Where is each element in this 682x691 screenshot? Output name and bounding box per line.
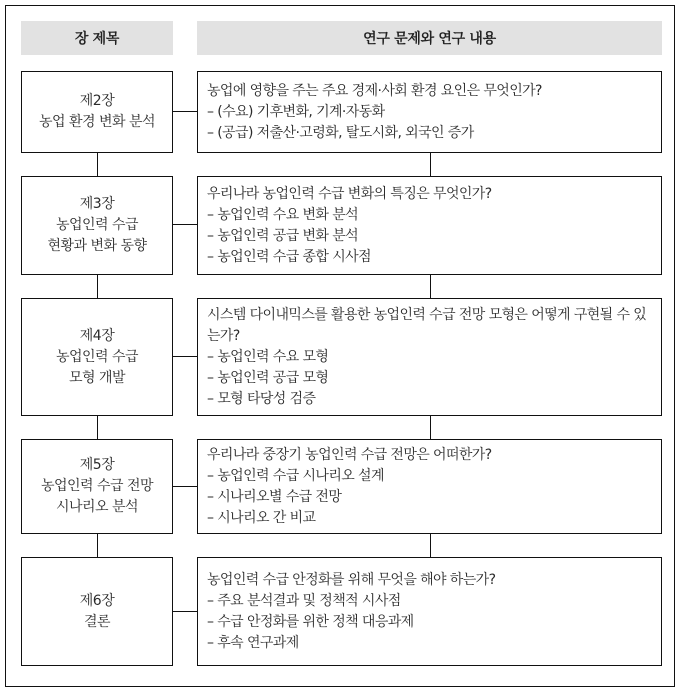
content-item: – 농업인력 공급 변화 분석 <box>207 227 359 244</box>
chapter-title-line: 결론 <box>83 613 111 630</box>
content-item: – 주요 분석결과 및 정책적 시사점 <box>207 592 401 609</box>
chapter-box-3 <box>21 176 173 275</box>
content-item: – 농업인력 수급 종합 시사점 <box>207 248 371 265</box>
content-item: – 시나리오별 수급 전망 <box>207 488 342 505</box>
chapter-box-6 <box>21 557 173 666</box>
chapter-number: 제5장 <box>79 457 115 473</box>
content-item: – 농업인력 공급 모형 <box>207 369 329 386</box>
chapter-number: 제4장 <box>79 327 115 344</box>
connector-horizontal <box>173 111 197 112</box>
header-chapter-title: 장 제목 <box>21 21 173 55</box>
connector-horizontal <box>173 356 197 357</box>
research-question: 시스템 다이내믹스를 활용한 농업인력 수급 전망 모형은 어떻게 구현될 수 있는가? <box>207 306 647 344</box>
content-item: – 수급 안정화를 위한 정책 대응과제 <box>207 613 414 630</box>
connector-horizontal <box>173 611 197 612</box>
content-item: – 후속 연구과제 <box>207 634 299 651</box>
connector-vertical <box>97 152 98 176</box>
content-item: – (공급) 저출산·고령화, 탈도시화, 외국인 증가 <box>207 124 474 141</box>
chapter-title-line: 모형 개발 <box>68 369 126 386</box>
content-item: – 모형 타당성 검증 <box>207 390 316 407</box>
chapter-box-5 <box>21 439 173 534</box>
research-question: 농업인력 수급 안정화를 위해 무엇을 해야 하는가? <box>207 571 496 588</box>
connector-vertical <box>430 415 431 439</box>
research-question: 우리나라 중장기 농업인력 수급 전망은 어떠한가? <box>207 446 492 463</box>
chapter-title-line: 시나리오 분석 <box>55 499 139 515</box>
connector-vertical <box>97 274 98 298</box>
chapter-title-line: 현황과 변화 동향 <box>47 238 147 254</box>
chapter-box-2 <box>21 71 173 153</box>
content-box-5 <box>197 439 662 534</box>
content-item: – 시나리오 간 비교 <box>207 509 316 526</box>
connector-horizontal <box>173 224 197 225</box>
content-box-6 <box>197 557 662 666</box>
content-item: – 농업인력 수요 변화 분석 <box>207 206 359 223</box>
content-box-3 <box>197 176 662 275</box>
chapter-box-4 <box>21 298 173 416</box>
chapter-number: 제6장 <box>79 592 115 609</box>
chapter-title-line: 농업인력 수급 전망 <box>40 478 154 494</box>
chapter-number: 제2장 <box>79 93 115 109</box>
connector-vertical <box>97 415 98 439</box>
content-item: – 농업인력 수요 모형 <box>207 348 329 365</box>
chapter-number: 제3장 <box>79 196 115 212</box>
chapter-title-line: 농업인력 수급 <box>55 217 139 233</box>
chapter-title-line: 농업인력 수급 <box>55 348 139 365</box>
content-box-2 <box>197 71 662 153</box>
connector-vertical <box>430 533 431 557</box>
connector-vertical <box>430 152 431 176</box>
connector-vertical <box>97 533 98 557</box>
research-question: 농업에 영향을 주는 주요 경제·사회 환경 요인은 무엇인가? <box>207 82 542 99</box>
header-research-content: 연구 문제와 연구 내용 <box>197 21 662 55</box>
content-box-4 <box>197 298 662 416</box>
research-question: 우리나라 농업인력 수급 변화의 특징은 무엇인가? <box>207 185 492 202</box>
content-item: – (수요) 기후변화, 기계·자동화 <box>207 103 385 120</box>
connector-vertical <box>430 274 431 298</box>
content-item: – 농업인력 수급 시나리오 설계 <box>207 467 384 484</box>
chapter-title-line: 농업 환경 변화 분석 <box>38 114 156 130</box>
connector-horizontal <box>173 486 197 487</box>
